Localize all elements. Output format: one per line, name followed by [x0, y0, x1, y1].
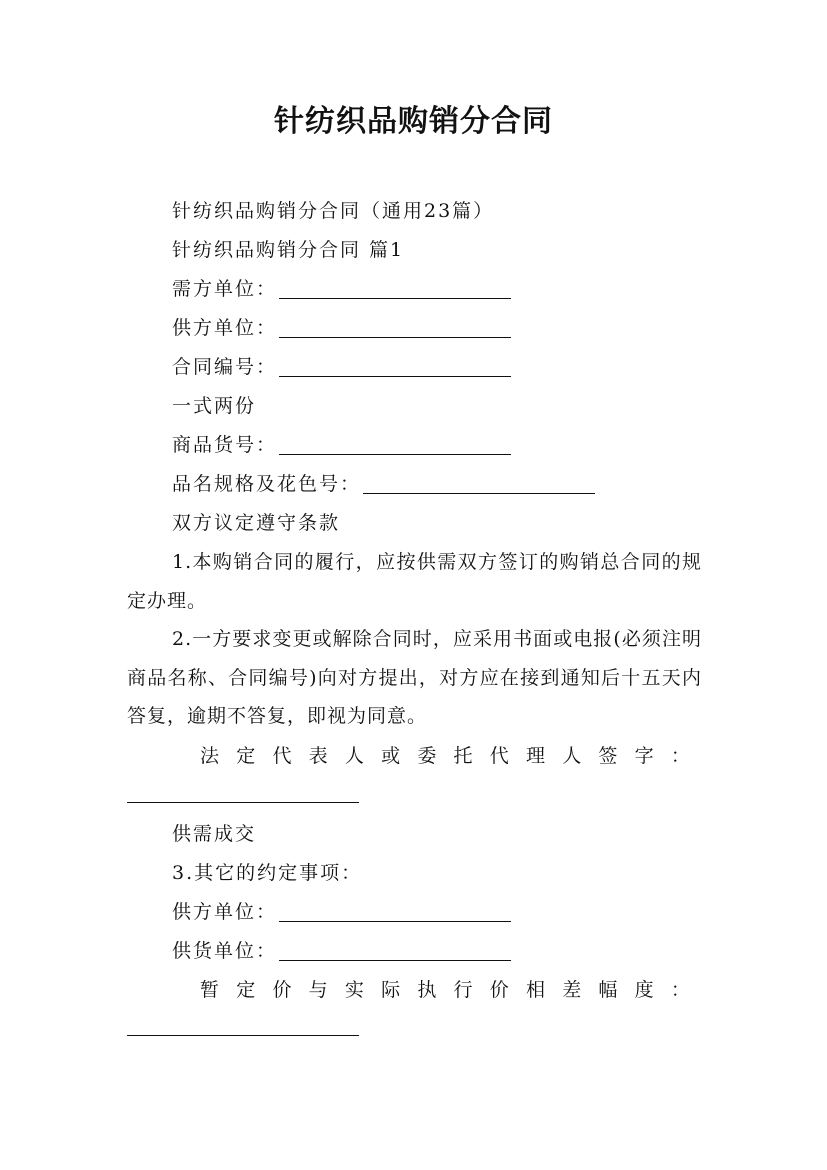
clause-1	[127, 543, 702, 620]
demand-unit-blank	[279, 276, 511, 299]
price-diff-char: 幅	[598, 979, 618, 1001]
price-diff-blank	[127, 1034, 359, 1036]
clause-2	[127, 620, 702, 736]
supply-unit-label: 供方单位：	[172, 317, 278, 339]
demand-unit-field	[172, 270, 511, 309]
signature-char: 定	[236, 745, 256, 767]
signature-char: 代	[489, 745, 509, 767]
signature-blank	[127, 801, 359, 803]
signature-char: ：	[670, 745, 690, 767]
signature-char: 理	[525, 745, 545, 767]
price-diff-char: 实	[344, 979, 364, 1001]
clause-2-text: 2.一方要求变更或解除合同时，应采用书面或电报(必须注明商品名称、合同编号)向对方提出，对方应在接到通知后十五天内答复，逾期不答复，即视为同意。	[127, 628, 702, 727]
spec-blank	[363, 471, 595, 494]
signature-char: 或	[381, 745, 401, 767]
goods-no-blank	[279, 432, 511, 455]
signature-char: 字	[634, 745, 654, 767]
signature-char: 法	[200, 745, 220, 767]
signature-char: 表	[308, 745, 328, 767]
supply-unit-blank-2	[279, 899, 511, 922]
supply-unit-field-2	[172, 893, 511, 932]
demand-unit-label: 需方单位：	[172, 278, 278, 300]
price-diff-char: 定	[236, 979, 256, 1001]
price-diff-char: 差	[562, 979, 582, 1001]
goods-no-label: 商品货号：	[172, 434, 278, 456]
contract-no-blank	[279, 354, 511, 377]
price-diff-char: 执	[417, 979, 437, 1001]
supply-unit-blank	[279, 315, 511, 338]
signature-char: 委	[417, 745, 437, 767]
clause-3: 3.其它的约定事项：	[172, 862, 363, 884]
price-diff-char: 际	[381, 979, 401, 1001]
price-diff-char: 行	[453, 979, 473, 1001]
price-diff-char: 度	[634, 979, 654, 1001]
deal-text: 供需成交	[172, 823, 257, 845]
signature-line	[200, 737, 690, 776]
price-diff-char: 相	[525, 979, 545, 1001]
price-diff-line	[200, 971, 690, 1010]
spec-field	[172, 465, 595, 504]
delivery-unit-label: 供货单位：	[172, 940, 278, 962]
copies-text: 一式两份	[172, 395, 257, 417]
spec-label: 品名规格及花色号：	[172, 473, 362, 495]
signature-char: 人	[344, 745, 364, 767]
price-diff-char: 暂	[200, 979, 220, 1001]
signature-char: 人	[562, 745, 582, 767]
section-heading: 针纺织品购销分合同 篇1	[172, 239, 405, 261]
price-diff-char: 价	[272, 979, 292, 1001]
contract-no-label: 合同编号：	[172, 356, 278, 378]
clause-1-text: 1.本购销合同的履行，应按供需双方签订的购销总合同的规定办理。	[127, 551, 702, 612]
signature-char: 签	[598, 745, 618, 767]
document-subtitle: 针纺织品购销分合同（通用23篇）	[172, 200, 495, 222]
supply-unit-label-2: 供方单位：	[172, 901, 278, 923]
delivery-unit-field	[172, 932, 511, 971]
price-diff-char: ：	[670, 979, 690, 1001]
signature-char: 代	[272, 745, 292, 767]
price-diff-char: 与	[308, 979, 328, 1001]
goods-no-field	[172, 426, 511, 465]
price-diff-char: 价	[489, 979, 509, 1001]
document-title: 针纺织品购销分合同	[274, 104, 553, 139]
delivery-unit-blank	[279, 938, 511, 961]
contract-no-field	[172, 348, 511, 387]
agreement-heading: 双方议定遵守条款	[172, 512, 341, 534]
signature-char: 托	[453, 745, 473, 767]
supply-unit-field	[172, 309, 511, 348]
